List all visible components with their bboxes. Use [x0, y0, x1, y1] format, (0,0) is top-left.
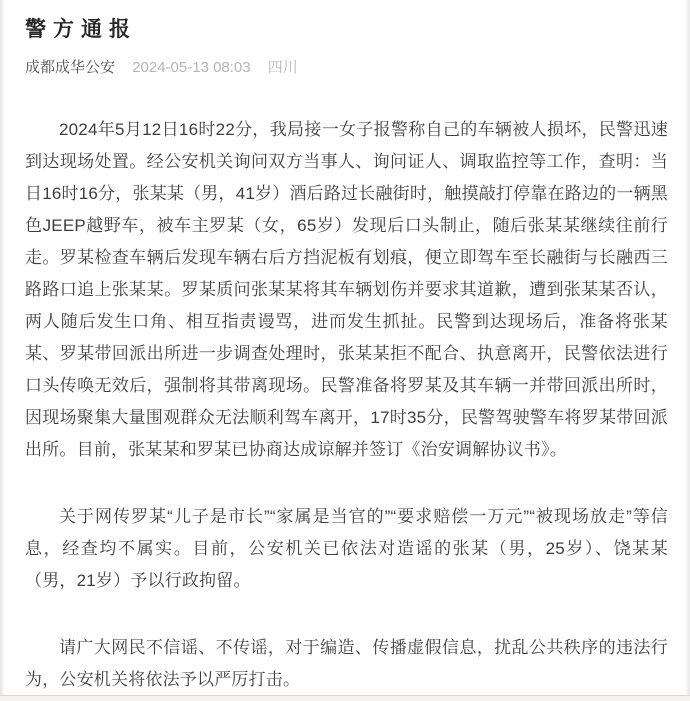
page-edge-left: [0, 0, 5, 701]
page-bottom-edge: [0, 695, 690, 701]
paragraph-public-warning: 请广大网民不信谣、不传谣，对于编造、传播虚假信息，扰乱公共秩序的违法行为，公安机关将依法予以严厉打击。: [25, 638, 668, 689]
page-edge-right: [685, 0, 690, 701]
publisher-name: 成都成华公安: [25, 59, 116, 76]
page-title: 警方通报: [25, 18, 137, 41]
publish-datetime: 2024-05-13 08:03: [132, 59, 251, 76]
paragraph-rumor-clarification: 关于网传罗某“儿子是市长”“家属是当官的”“要求赔偿一万元”“被现场放走”等信息，经查均不属实。目前，公安机关已依法对造谣的张某（男，25岁）、饶某某（男，21岁）予以行政拘留。: [25, 507, 668, 590]
notice-body: [25, 114, 668, 696]
article-meta: [25, 58, 668, 78]
publish-location: 四川: [267, 59, 298, 76]
paragraph-incident-details: 2024年5月12日16时22分，我局接一女子报警称自己的车辆被人损坏，民警迅速到达现场处置。经公安机关询问双方当事人、询问证人、调取监控等工作，查明：当日16时16分，张某某（男，41岁）酒后路过长融街时，触摸敲打停靠在路边的一辆黑色JEEP越野车，被车主罗某（女，65岁）发现后口头制止，随后张某某继续往前行走。罗某检查车辆后发现车辆右后方挡泥板有划痕，便立即驾车至长融街与长融西三路路口追上张某某。罗某质问张某某将其车辆划伤并要求其道歉，遭到张某某否认，两人随后发生口角、相互指责谩骂，进而发生抓扯。民警到达现场后，准备将张某某、罗某带回派出所进一步调查处理时，张某某拒不配合、执意离开，民警依法进行口头传唤无效后，强制将其带离现场。民警准备将罗某及其车辆一并带回派出所时，因现场聚集大量围观群众无法顺利驾车离开，17时35分，民警驾驶警车将罗某带回派出所。目前，张某某和罗某已协商达成谅解并签订《治安调解协议书》。: [25, 120, 668, 459]
